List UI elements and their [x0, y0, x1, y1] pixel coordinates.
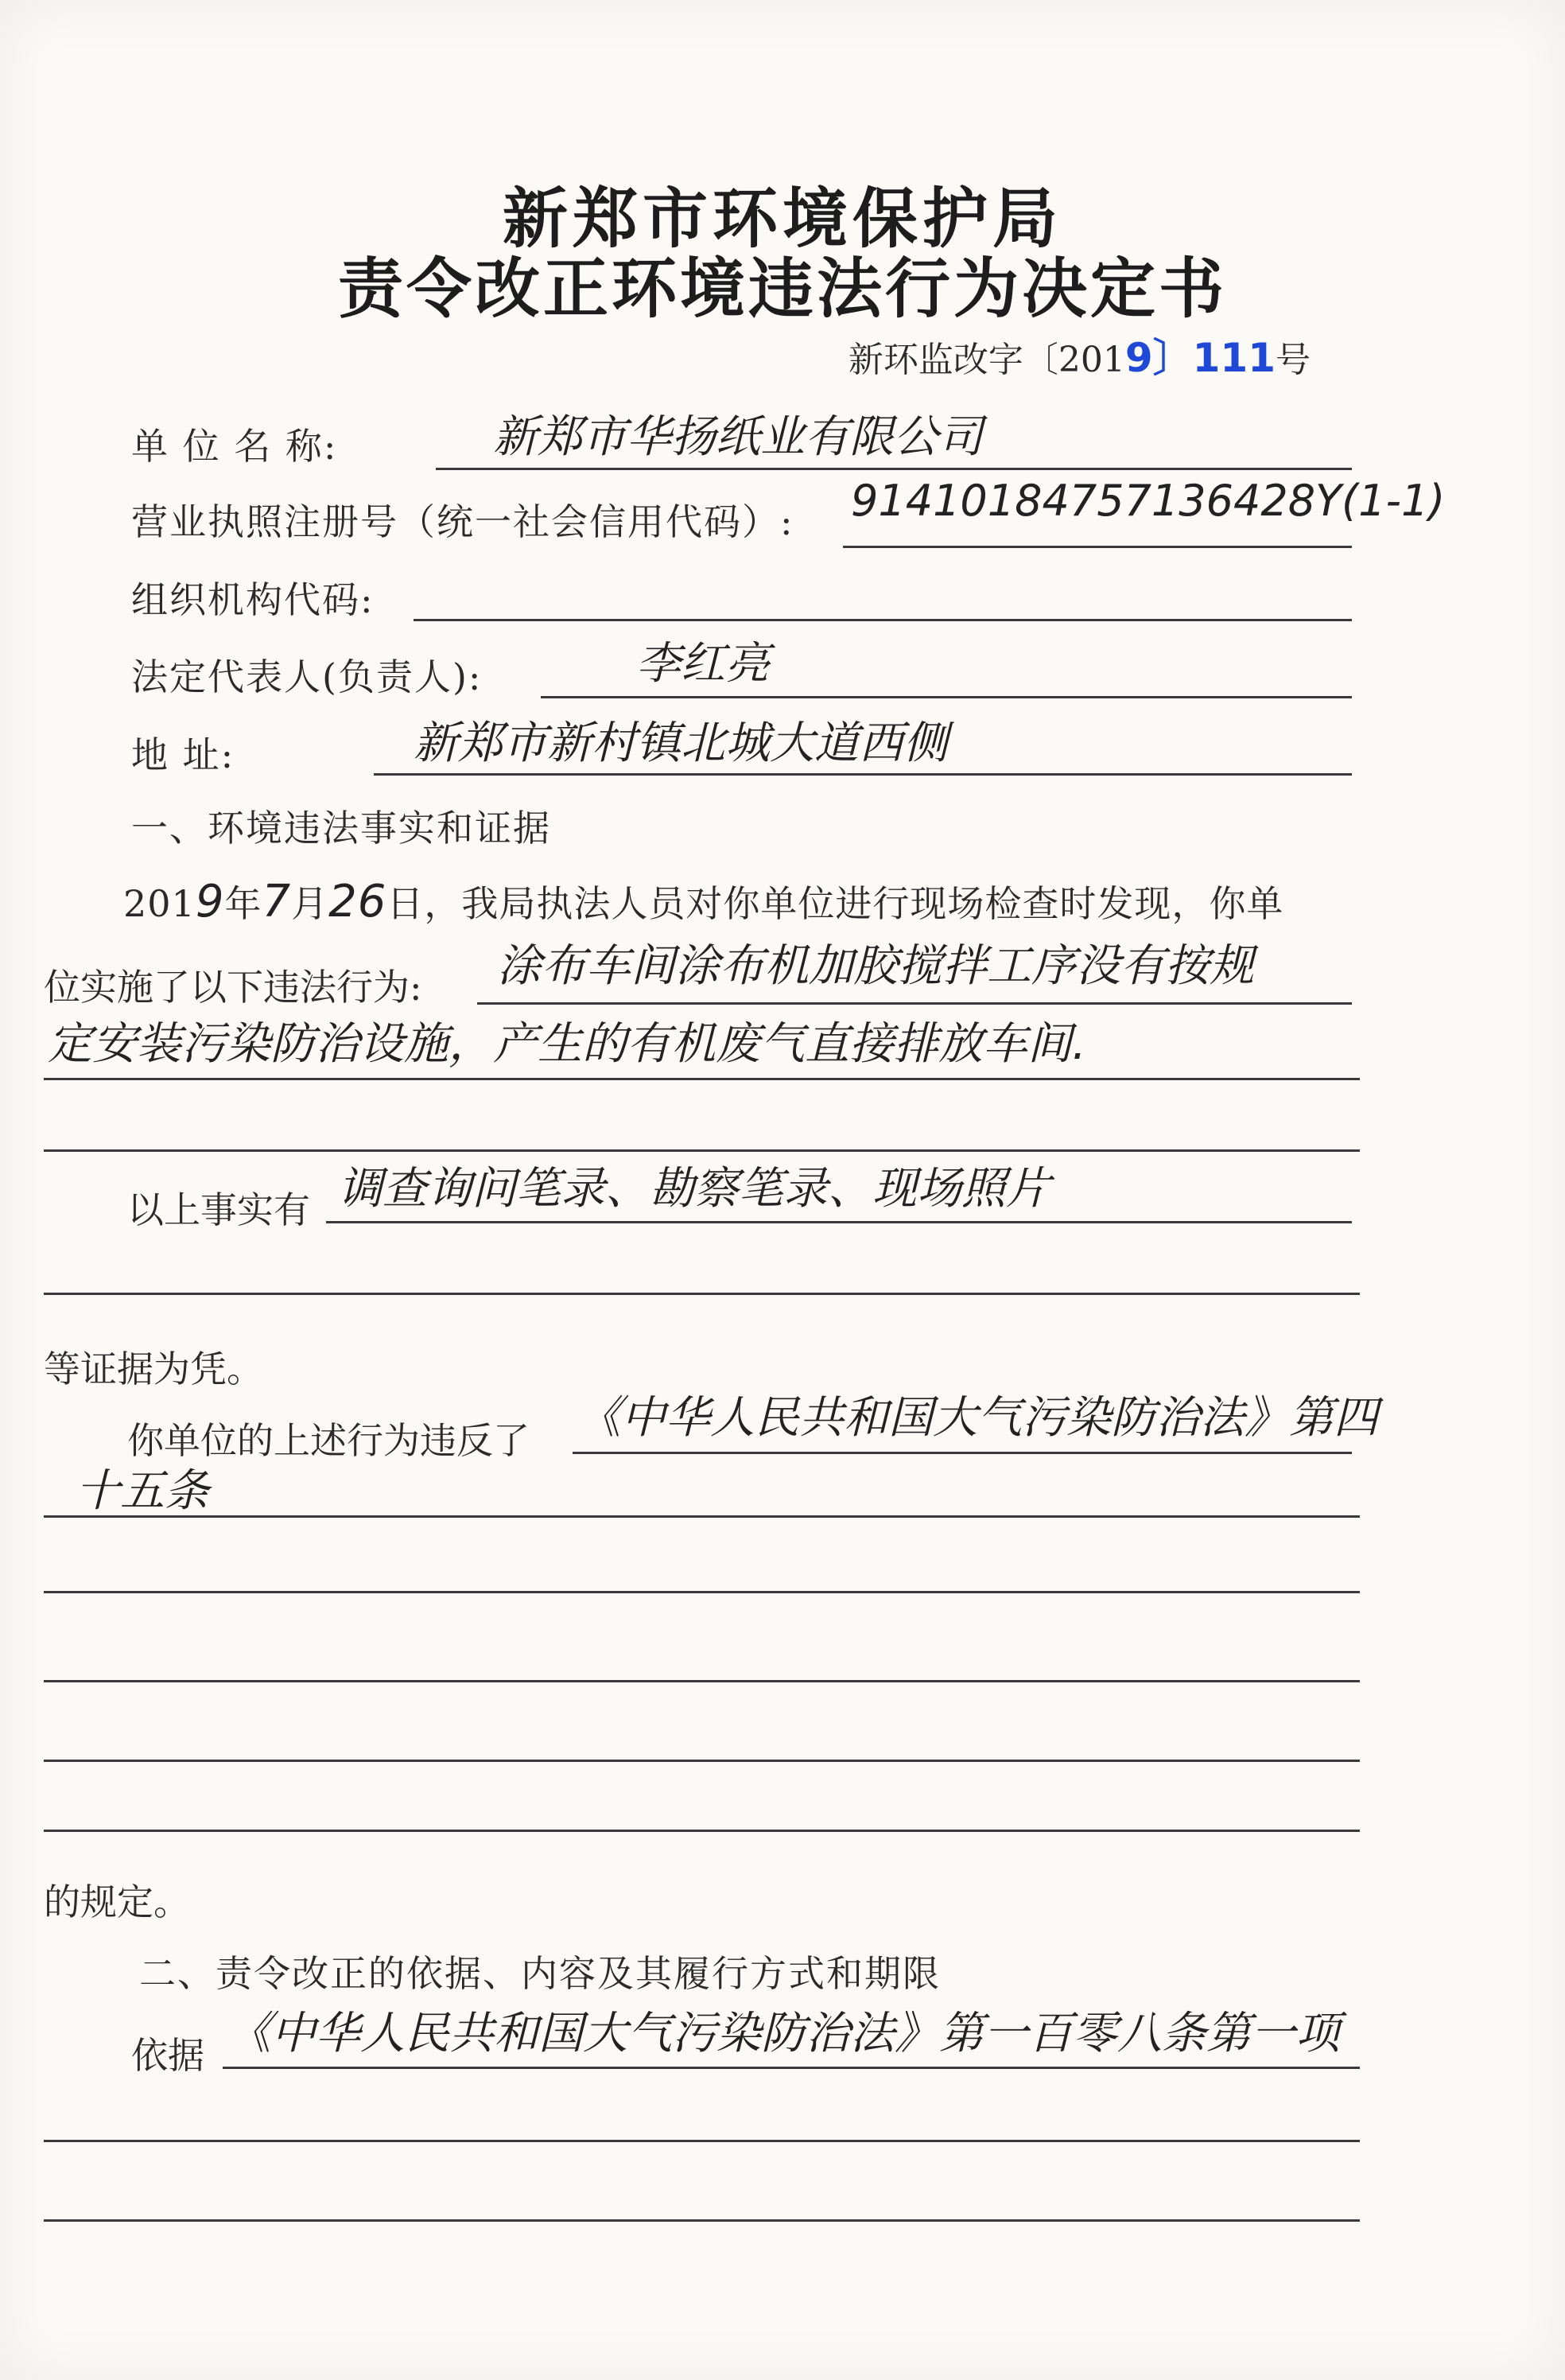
evidence-value: 调查询问笔录、勘察笔录、现场照片 — [338, 1163, 1050, 1215]
document-number — [849, 326, 1311, 383]
year-char: 年 — [224, 882, 262, 925]
violation-line-1: 《中华人民共和国大气污染防治法》第四 — [577, 1392, 1378, 1444]
legal-rep-value: 李红亮 — [636, 638, 770, 690]
document-number-suffix: 号 — [1276, 340, 1311, 380]
legal-rep-underline — [541, 696, 1352, 698]
document-number-prefix: 新环监改字〔201 — [848, 340, 1125, 380]
address-label: 地 址: — [131, 733, 235, 776]
month-char: 月 — [291, 882, 329, 925]
section-2-heading: 二、责令改正的依据、内容及其履行方式和期限 — [139, 1952, 941, 1995]
date-prefix: 201 — [123, 882, 196, 925]
fact-line-1: 涂布车间涂布机加胶搅拌工序没有按规 — [497, 940, 1254, 992]
evidence-underline-2 — [44, 1293, 1360, 1295]
violation-line-2: 十五条 — [76, 1465, 209, 1517]
violation-underline-2 — [44, 1515, 1360, 1518]
basis-underline-2 — [44, 2140, 1360, 2142]
basis-underline-3 — [44, 2219, 1360, 2222]
fact-line-2: 定安装污染防治设施，产生的有机废气直接排放车间. — [48, 1018, 1086, 1070]
fact-underline-2 — [44, 1078, 1360, 1080]
fact-intro: 位实施了以下违法行为: — [44, 966, 422, 1009]
basis-prefix: 依据 — [131, 2034, 204, 2077]
license-label: 营业执照注册号（统一社会信用代码）: — [131, 500, 794, 543]
unit-name-value: 新郑市华扬纸业有限公司 — [493, 411, 983, 463]
org-code-underline — [414, 619, 1352, 621]
violation-underline-4 — [44, 1680, 1360, 1682]
address-value: 新郑市新村镇北城大道西侧 — [414, 718, 948, 769]
basis-value: 《中华人民共和国大气污染防治法》第一百零八条第一项 — [227, 2008, 1340, 2059]
basis-underline — [223, 2067, 1360, 2069]
violation-underline-5 — [44, 1760, 1360, 1762]
violation-underline-1 — [573, 1452, 1352, 1454]
violation-underline-3 — [44, 1591, 1360, 1593]
evidence-suffix: 等证据为凭。 — [44, 1348, 263, 1390]
date-year: 9 — [195, 876, 225, 928]
license-underline — [843, 546, 1352, 548]
date-month: 7 — [262, 876, 292, 928]
document-number-stamp: 9〕111 — [1124, 335, 1276, 381]
page-subtitle: 责令改正环境违法行为决定书 — [337, 251, 1227, 327]
provision-suffix: 的规定。 — [44, 1880, 190, 1923]
violation-prefix: 你单位的上述行为违反了 — [127, 1419, 530, 1462]
legal-rep-label: 法定代表人(负责人): — [131, 655, 483, 698]
address-underline — [374, 773, 1352, 776]
fact-underline-1 — [477, 1002, 1352, 1005]
unit-name-label: 单 位 名 称: — [131, 425, 338, 468]
license-value: 91410184757136428Y(1-1) — [851, 476, 1446, 526]
org-code-label: 组织机构代码: — [131, 578, 375, 621]
section-1-heading: 一、环境违法事实和证据 — [131, 807, 551, 850]
violation-underline-6 — [44, 1830, 1360, 1832]
unit-name-underline — [436, 468, 1352, 470]
date-suffix: 日，我局执法人员对你单位进行现场检查时发现，你单 — [386, 882, 1284, 925]
fact-underline-3 — [44, 1149, 1360, 1152]
date-day: 26 — [328, 876, 387, 928]
page-title: 新郑市环境保护局 — [502, 181, 1062, 257]
evidence-underline — [326, 1221, 1352, 1223]
inspection-date-line — [123, 875, 1283, 928]
evidence-prefix: 以上事实有 — [127, 1188, 310, 1231]
